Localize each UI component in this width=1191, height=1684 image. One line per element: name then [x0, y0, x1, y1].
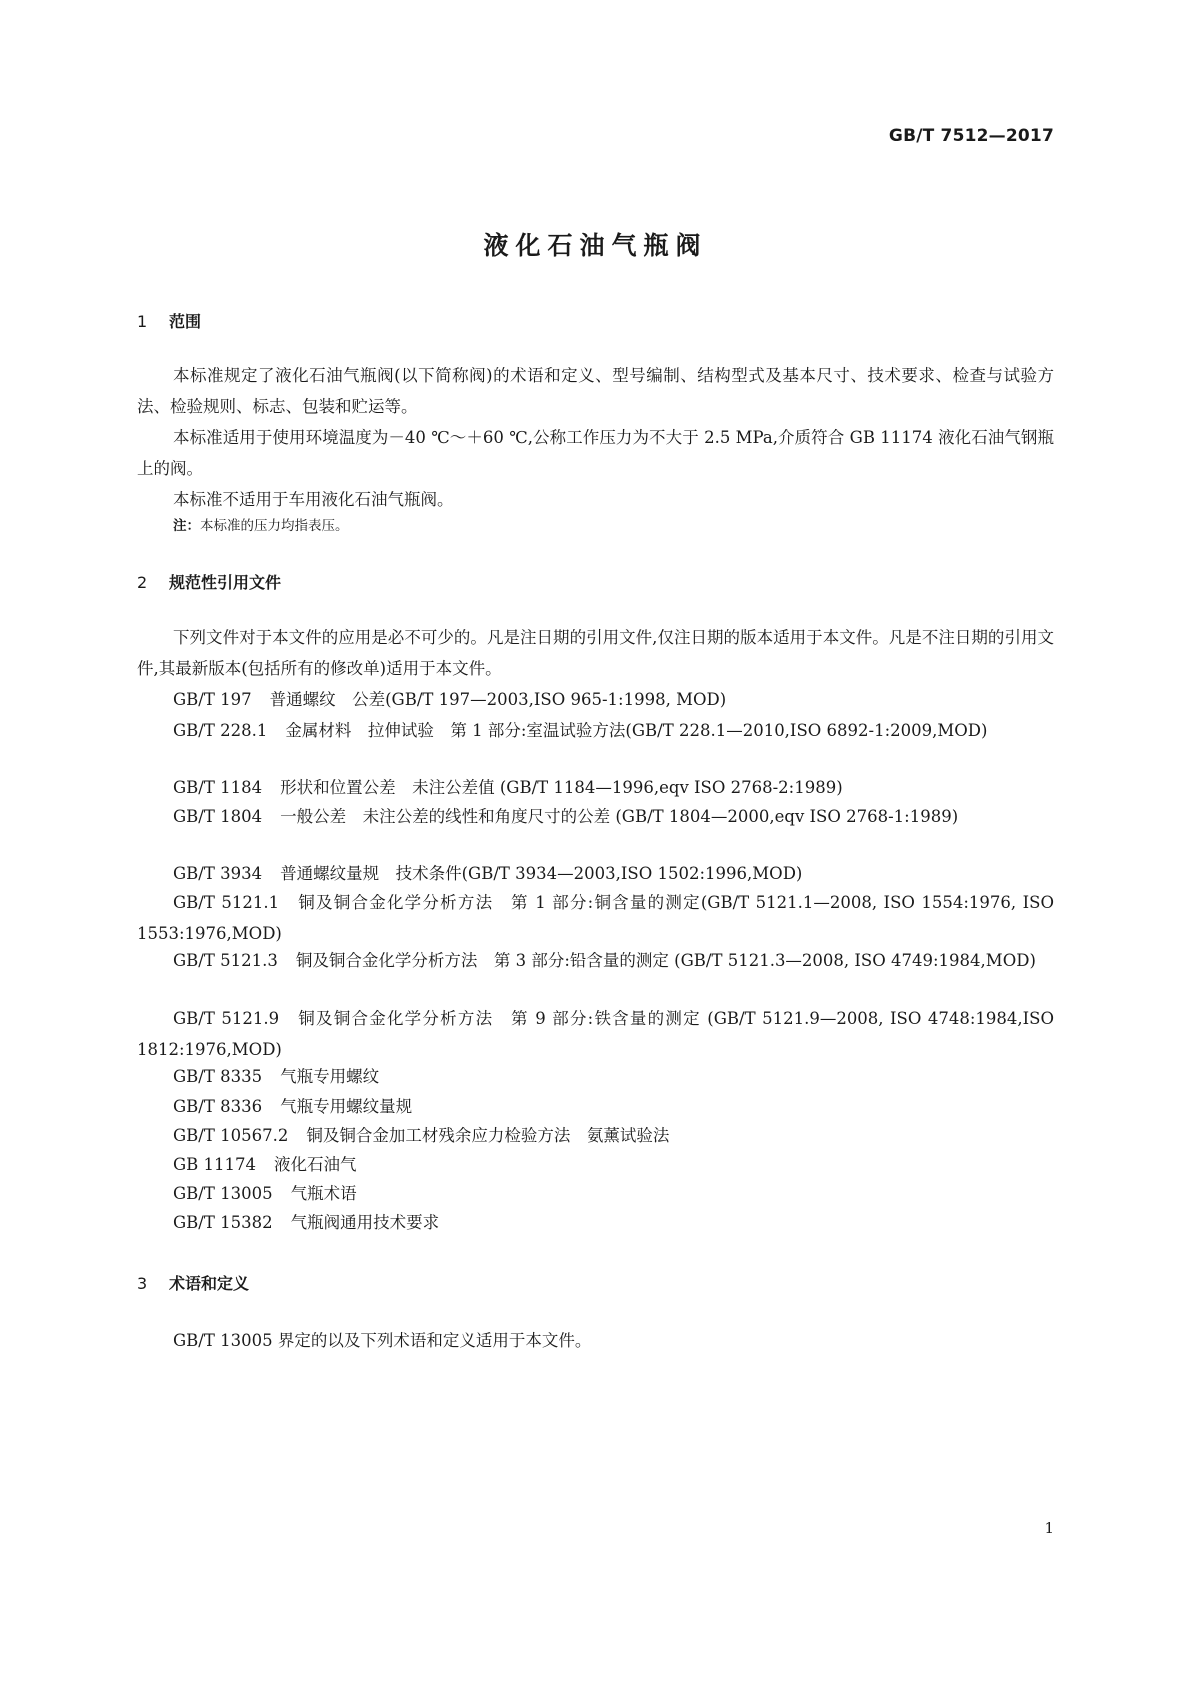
reference-title: 铜及铜合金加工材残余应力检验方法 氨薰试验法 — [306, 1126, 670, 1145]
references-intro: 下列文件对于本文件的应用是必不可少的。凡是注日期的引用文件,仅注日期的版本适用于本文件。凡是不注日期的引用文件,其最新版本(包括所有的修改单)适用于本文件。 — [137, 628, 1054, 678]
reference-item — [137, 1149, 1054, 1180]
reference-title: 铜及铜合金化学分析方法 第 3 部分:铅含量的测定 (GB/T 5121.3—2008, ISO 4749:1984,MOD) — [295, 951, 1036, 970]
reference-code: GB/T 5121.3 — [173, 951, 278, 970]
reference-code: GB/T 1184 — [173, 778, 263, 797]
reference-item — [137, 858, 1054, 889]
reference-item — [137, 887, 1054, 949]
reference-item — [137, 801, 1054, 832]
reference-item — [137, 1061, 1054, 1092]
reference-code: GB/T 228.1 — [173, 721, 268, 740]
standard-code: GB/T 7512—2017 — [888, 126, 1054, 146]
reference-code: GB/T 1804 — [173, 807, 263, 826]
reference-title: 金属材料 拉伸试验 第 1 部分:室温试验方法(GB/T 228.1—2010,ISO 6892-1:2009,MOD) — [285, 721, 988, 740]
section-title: 范围 — [169, 312, 202, 331]
reference-title: 普通螺纹 公差(GB/T 197—2003,ISO 965-1:1998, MOD) — [269, 690, 727, 709]
reference-code: GB/T 5121.1 — [173, 893, 280, 912]
reference-item — [137, 715, 1054, 746]
reference-title: 液化石油气 — [274, 1155, 357, 1174]
reference-title: 铜及铜合金化学分析方法 第 1 部分:铜含量的测定(GB/T 5121.1—2008, ISO 1554:1976, ISO 1553:1976,MOD) — [137, 893, 1054, 943]
section-heading-normative-references — [137, 570, 281, 593]
reference-code: GB/T 15382 — [173, 1213, 273, 1232]
reference-code: GB/T 8336 — [173, 1097, 263, 1116]
page-number: 1 — [1044, 1519, 1054, 1537]
reference-code: GB/T 10567.2 — [173, 1126, 289, 1145]
reference-code: GB/T 5121.9 — [173, 1009, 280, 1028]
section-title: 术语和定义 — [169, 1274, 250, 1293]
scope-paragraph: 本标准适用于使用环境温度为－40 ℃～＋60 ℃,公称工作压力为不大于 2.5 MPa,介质符合 GB 11174 液化石油气钢瓶上的阀。 — [137, 428, 1054, 478]
reference-title: 气瓶术语 — [290, 1184, 357, 1203]
section-number: 1 — [137, 312, 148, 331]
section-title: 规范性引用文件 — [169, 573, 282, 592]
section-number: 2 — [137, 573, 148, 592]
reference-title: 气瓶专用螺纹 — [280, 1067, 380, 1086]
reference-item — [137, 772, 1054, 803]
reference-code: GB/T 197 — [173, 690, 252, 709]
note-text: 本标准的压力均指表压。 — [200, 518, 349, 534]
terms-paragraph: GB/T 13005 界定的以及下列术语和定义适用于本文件。 — [173, 1331, 592, 1350]
document-title: 液化石油气瓶阀 — [483, 231, 708, 260]
reference-title: 气瓶阀通用技术要求 — [290, 1213, 440, 1232]
reference-item — [137, 1091, 1054, 1122]
reference-code: GB/T 8335 — [173, 1067, 263, 1086]
reference-title: 普通螺纹量规 技术条件(GB/T 3934—2003,ISO 1502:1996,MOD) — [280, 864, 803, 883]
reference-item — [137, 1207, 1054, 1238]
section-heading-scope — [137, 309, 201, 332]
scope-paragraph: 本标准规定了液化石油气瓶阀(以下简称阀)的术语和定义、型号编制、结构型式及基本尺寸、技术要求、检查与试验方法、检验规则、标志、包装和贮运等。 — [137, 366, 1054, 416]
reference-item — [137, 1120, 1054, 1151]
reference-title: 一般公差 未注公差的线性和角度尺寸的公差 (GB/T 1804—2000,eqv ISO 2768-1:1989) — [280, 807, 959, 826]
reference-item — [137, 945, 1054, 976]
reference-code: GB 11174 — [173, 1155, 257, 1174]
reference-code: GB/T 3934 — [173, 864, 263, 883]
reference-title: 铜及铜合金化学分析方法 第 9 部分:铁含量的测定 (GB/T 5121.9—2008, ISO 4748:1984,ISO 1812:1976,MOD) — [137, 1009, 1054, 1059]
reference-title: 气瓶专用螺纹量规 — [280, 1097, 413, 1116]
section-number: 3 — [137, 1274, 148, 1293]
reference-code: GB/T 13005 — [173, 1184, 273, 1203]
scope-paragraph: 本标准不适用于车用液化石油气瓶阀。 — [173, 490, 454, 509]
scope-note — [173, 514, 349, 534]
section-heading-terms-definitions — [137, 1271, 249, 1294]
reference-item — [137, 1178, 1054, 1209]
reference-title: 形状和位置公差 未注公差值 (GB/T 1184—1996,eqv ISO 2768-2:1989) — [280, 778, 843, 797]
note-label: 注： — [173, 518, 200, 534]
reference-item — [137, 684, 1054, 715]
reference-item — [137, 1003, 1054, 1065]
